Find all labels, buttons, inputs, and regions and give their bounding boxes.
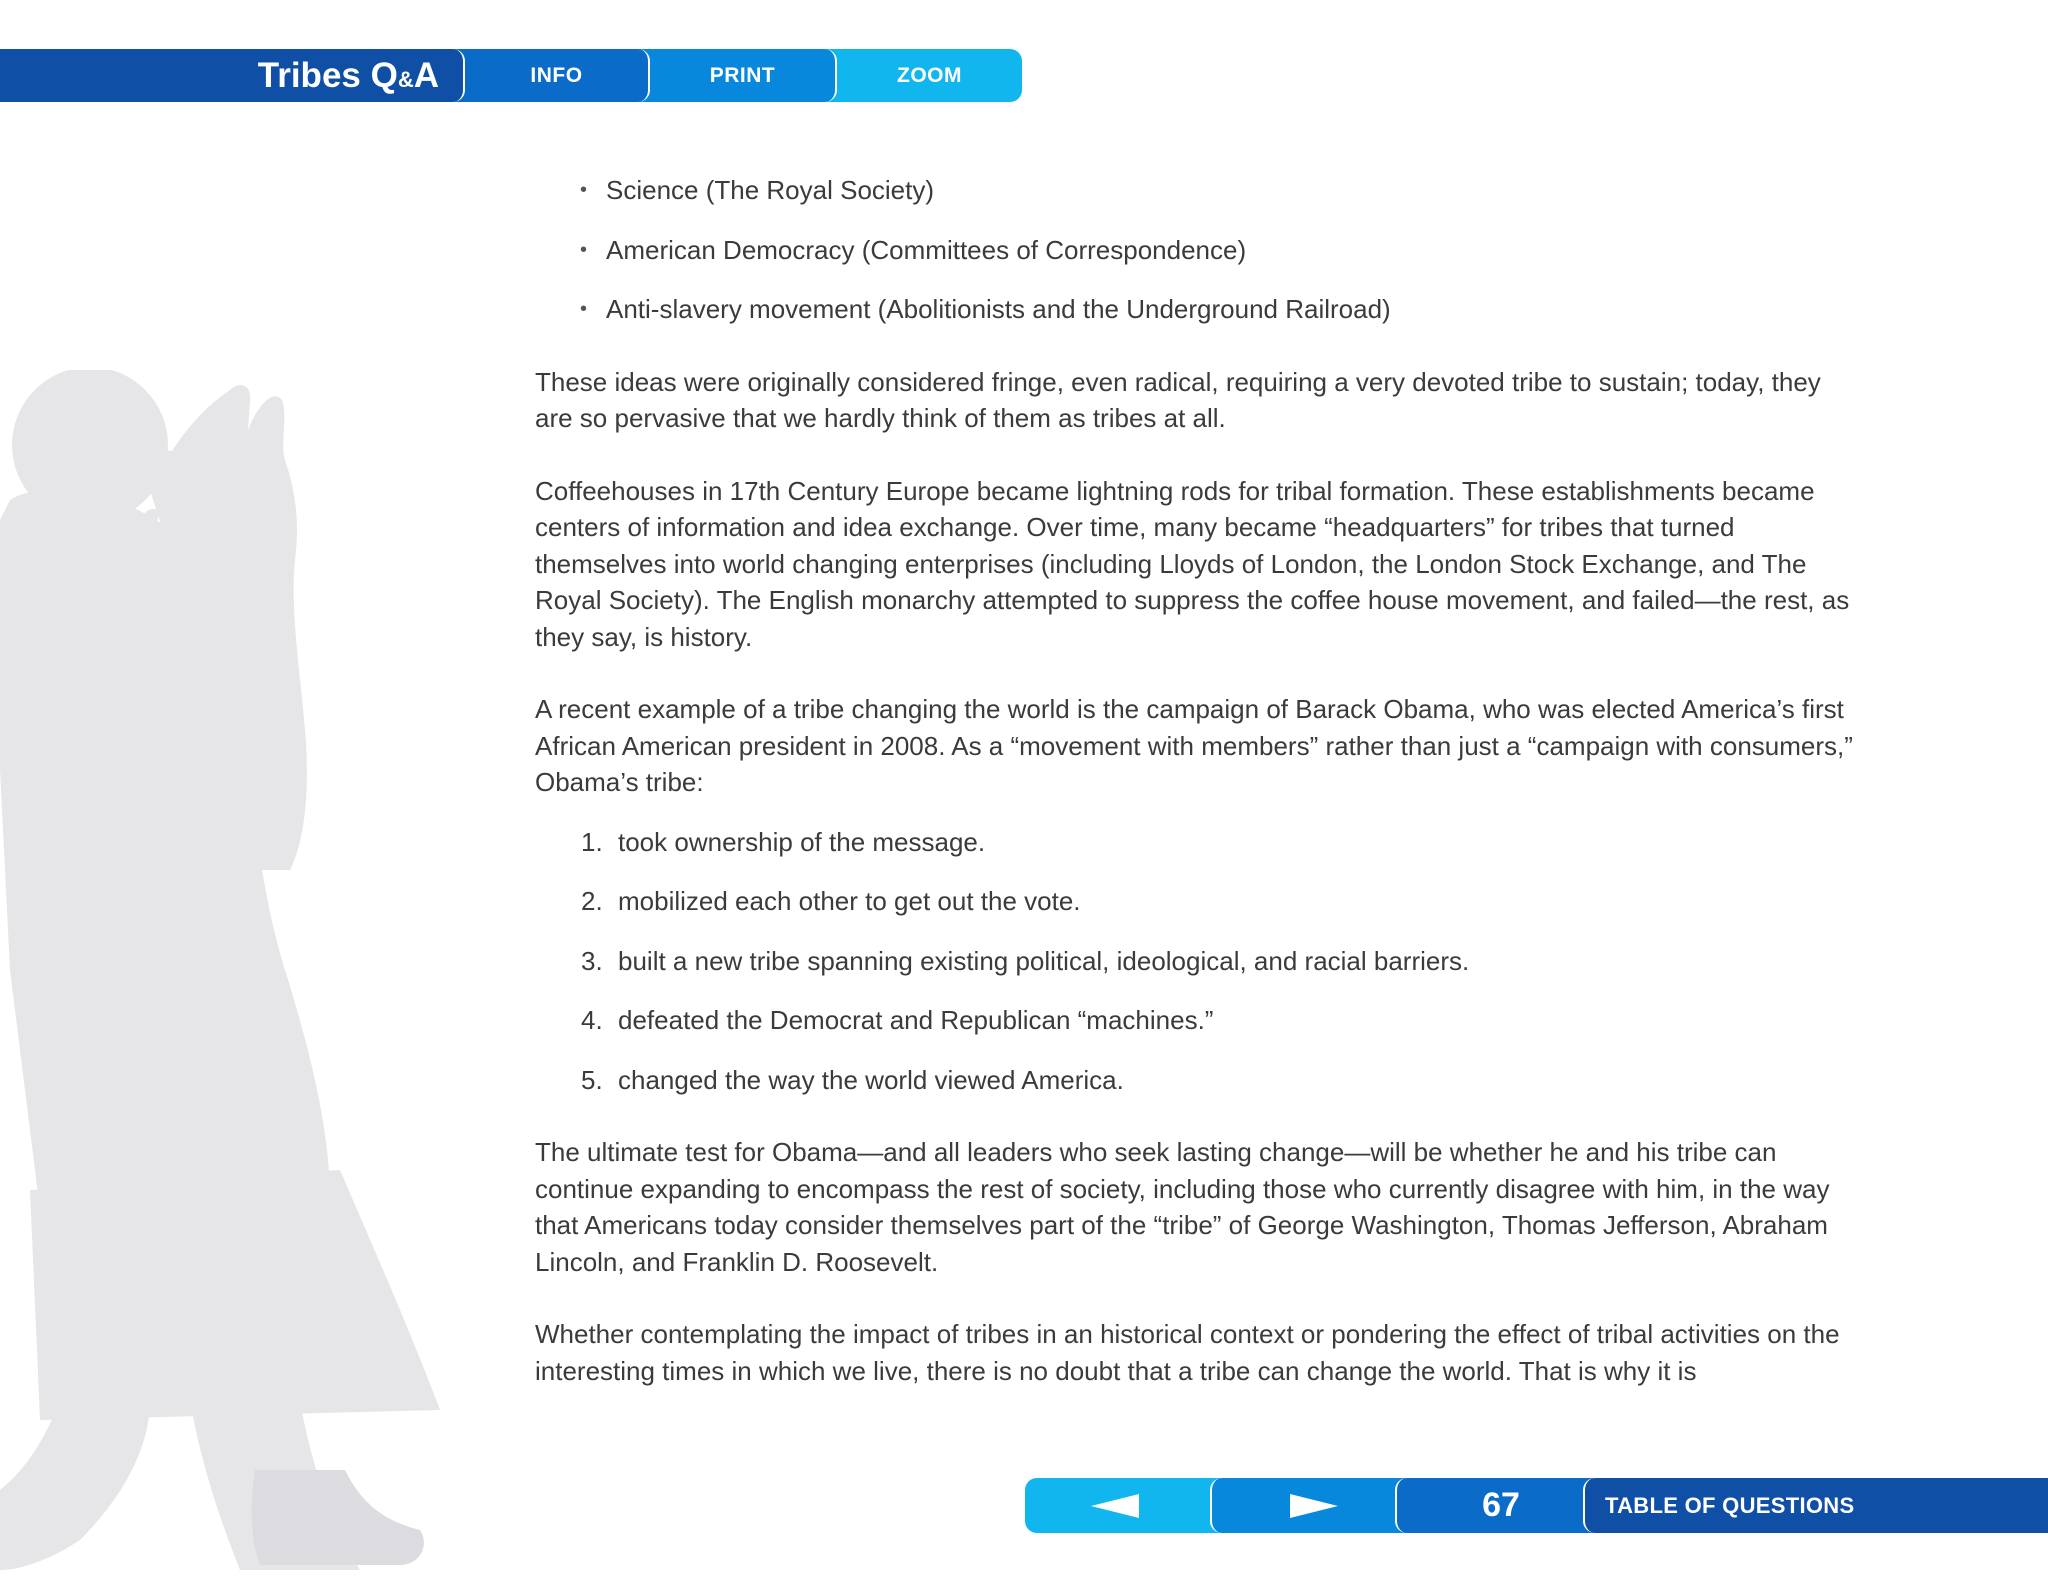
paragraph-obama-campaign: A recent example of a tribe changing the world is the campaign of Barack Obama, who was elected America’s first African American president in 2008. As a “movement with members” rather than just a “campaign with consumers,” Obama’s tribe:: [535, 694, 1853, 797]
paragraph-fringe-ideas: These ideas were originally considered fringe, even radical, requiring a very devoted tribe to sustain; today, they are so pervasive that we hardly think of them as tribes at all.: [535, 366, 1821, 433]
brand-title: [0, 49, 465, 102]
item-number: 4.: [581, 1005, 603, 1035]
item-number: 2.: [581, 886, 603, 916]
info-button-label: INFO: [530, 63, 583, 87]
numbered-item: [581, 883, 1865, 920]
paragraph-ultimate-test: The ultimate test for Obama—and all leaders who seek lasting change—will be whether he and his tribe can continue expanding to encompass the rest of society, including those who currently disagree with him, in the way that Americans today consider themselves part of the “tribe” of George Washington, Thomas Jefferson, Abraham Lincoln, and Franklin D. Roosevelt.: [535, 1137, 1830, 1277]
numbered-item: [581, 943, 1865, 980]
table-of-questions-button[interactable]: [1583, 1478, 2048, 1533]
numbered-item: [581, 1002, 1865, 1039]
page-number-indicator: [1395, 1478, 1605, 1533]
numbered-item: [581, 824, 1865, 861]
paragraph-coffeehouses: Coffeehouses in 17th Century Europe became lightning rods for tribal formation. These establishments became centers of information and idea exchange. Over time, many became “headquarters” for tribes that turned themselves into world changing enterprises (including Lloyds of London, the London Stock Exchange, and The Royal Society). The English monarchy attempted to suppress the coffee house movement, and failed—the rest, as they say, is history.: [535, 475, 1850, 652]
page-number: 67: [1482, 1486, 1520, 1524]
print-button[interactable]: [630, 49, 837, 102]
numbered-item: [581, 1062, 1865, 1099]
next-page-button[interactable]: [1210, 1478, 1415, 1533]
item-text: changed the way the world viewed America.: [618, 1064, 1124, 1095]
item-text: took ownership of the message.: [618, 826, 986, 857]
zoom-button-label: ZOOM: [897, 63, 962, 87]
item-number: 1.: [581, 826, 603, 857]
bullet-item: • Anti-slavery movement (Abolitionists and the Underground Railroad): [580, 291, 1865, 328]
numbered-list: [535, 824, 1865, 1099]
item-text: mobilized each other to get out the vote.: [618, 886, 1081, 916]
bullet-item: • Science (The Royal Society): [580, 172, 1865, 209]
right-arrow-icon: [1290, 1494, 1338, 1518]
zoom-button[interactable]: [817, 49, 1022, 102]
info-button[interactable]: [445, 49, 650, 102]
document-body: [535, 172, 1865, 1425]
print-button-label: PRINT: [709, 63, 776, 87]
bullet-list: [535, 172, 1865, 328]
bottom-navigation-bar: [1025, 1478, 2048, 1533]
left-arrow-icon: [1091, 1494, 1139, 1518]
item-text: defeated the Democrat and Republican “machines.”: [618, 1005, 1214, 1035]
brand-label: Tribes Q&A: [257, 55, 439, 95]
item-number: 3.: [581, 945, 603, 976]
item-text: built a new tribe spanning existing political, ideological, and racial barriers.: [618, 945, 1470, 976]
item-number: 5.: [581, 1064, 603, 1095]
bullet-item: • American Democracy (Committees of Correspondence): [580, 232, 1865, 269]
paragraph-conclusion: Whether contemplating the impact of tribes in an historical context or pondering the effect of tribal activities on the interesting times in which we live, there is no doubt that a tribe can change the world. That is why it is: [535, 1319, 1840, 1386]
table-of-questions-label: TABLE OF QUESTIONS: [1605, 1492, 1855, 1518]
top-navigation-bar: [0, 49, 1022, 102]
previous-page-button[interactable]: [1025, 1478, 1225, 1533]
person-silhouette-illustration: [0, 370, 460, 1570]
